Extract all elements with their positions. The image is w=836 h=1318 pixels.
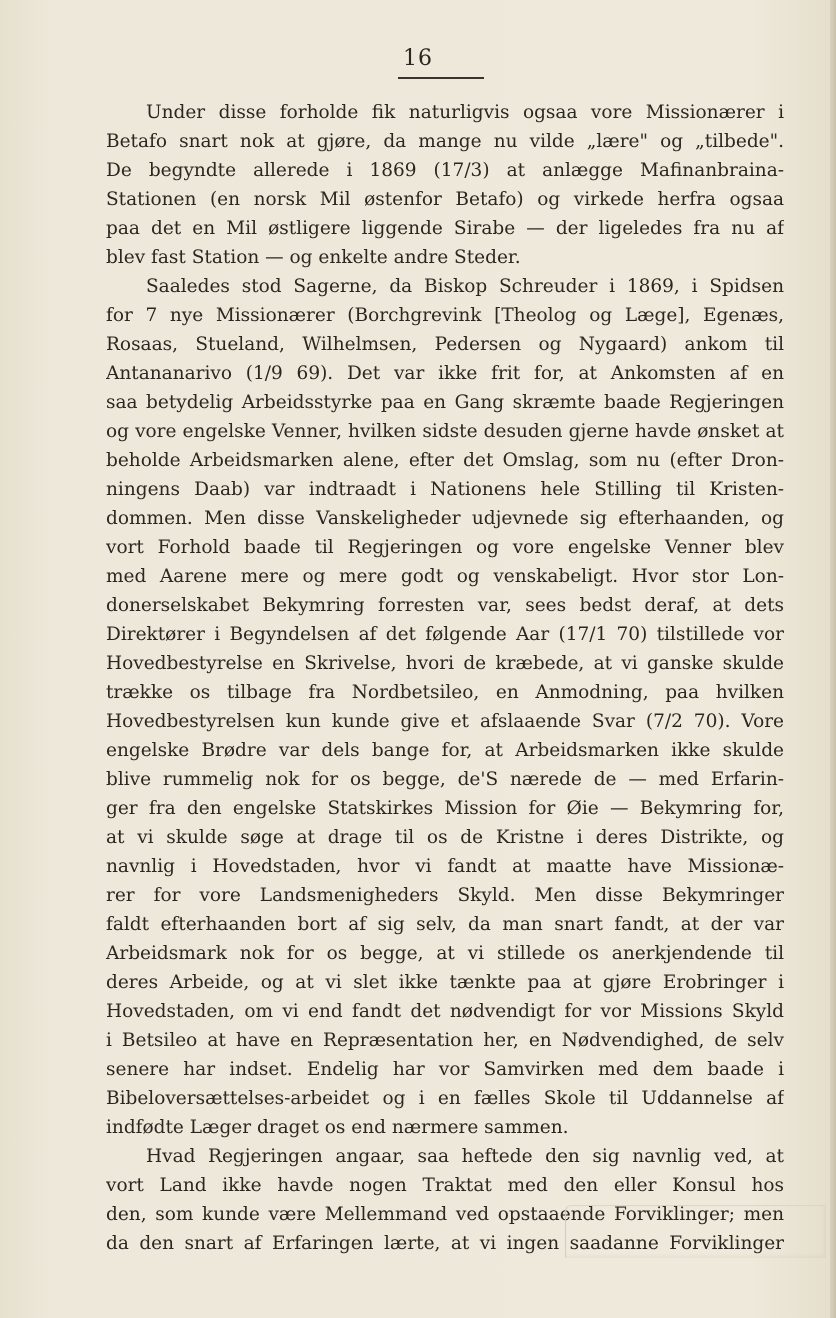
- text-line: rer for vore Landsmenigheders Skyld. Men disse Bekymringer: [106, 885, 784, 906]
- page-number: 16: [403, 46, 433, 71]
- text-line: Hvad Regjeringen angaar, saa heftede den sig navnlig ved, at: [146, 1146, 784, 1167]
- text-line: engelske Brødre var dels bange for, at Arbeidsmarken ikke skulde: [106, 740, 784, 761]
- page-edge: [830, 0, 836, 1318]
- text-line: vort Forhold baade til Regjeringen og vore engelske Venner blev: [106, 537, 784, 558]
- text-line: Saaledes stod Sagerne, da Biskop Schreuder i 1869, i Spidsen: [146, 276, 784, 297]
- text-line: Hovedstaden, om vi end fandt det nødvendigt for vor Missions Skyld: [106, 1001, 784, 1022]
- text-line: Bibeloversættelses-arbeidet og i en fælles Skole til Uddannelse af: [106, 1088, 784, 1109]
- text-line: at vi skulde søge at drage til os de Kristne i deres Distrikte, og: [106, 827, 784, 848]
- text-line: Hovedbestyrelse en Skrivelse, hvori de kræbede, at vi ganske skulde: [106, 653, 784, 674]
- text-line: Antananarivo (1/9 69). Det var ikke frit for, at Ankomsten af en: [106, 363, 784, 384]
- text-line: saa betydelig Arbeidsstyrke paa en Gang skræmte baade Regjeringen: [106, 392, 784, 413]
- text-line: senere har indset. Endelig har vor Samvirken med dem baade i: [106, 1059, 784, 1080]
- page-number-rule: [398, 77, 484, 79]
- text-line: ningens Daab) var indtraadt i Nationens hele Stilling til Kristen-: [106, 479, 784, 500]
- text-line: navnlig i Hovedstaden, hvor vi fandt at maatte have Missionæ-: [106, 856, 784, 877]
- text-line: vort Land ikke havde nogen Traktat med den eller Konsul hos: [106, 1175, 784, 1196]
- text-line: blive rummelig nok for os begge, de'S nærede de — med Erfarin-: [106, 769, 784, 790]
- text-line: i Betsileo at have en Repræsentation her, en Nødvendighed, de selv: [106, 1030, 784, 1051]
- text-line: deres Arbeide, og at vi slet ikke tænkte paa at gjøre Erobringer i: [106, 972, 784, 993]
- text-line: paa det en Mil østligere liggende Sirabe — der ligeledes fra nu af: [106, 218, 784, 239]
- text-line: med Aarene mere og mere godt og venskabeligt. Hvor stor Lon-: [106, 566, 784, 587]
- text-line: blev fast Station — og enkelte andre Steder.: [106, 247, 521, 268]
- text-line: Stationen (en norsk Mil østenfor Betafo) og virkede herfra ogsaa: [106, 189, 784, 210]
- text-line: donerselskabet Bekymring forresten var, sees bedst deraf, at dets: [106, 595, 784, 616]
- text-line: Arbeidsmark nok for os begge, at vi stillede os anerkjendende til: [106, 943, 784, 964]
- text-line: De begyndte allerede i 1869 (17/3) at anlægge Mafinanbraina-: [106, 160, 784, 181]
- text-line: Betafo snart nok at gjøre, da mange nu vilde „lære" og „tilbede".: [106, 131, 784, 152]
- text-line: Hovedbestyrelsen kun kunde give et afslaaende Svar (7/2 70). Vore: [106, 711, 784, 732]
- text-line: den, som kunde være Mellemmand ved opstaaende Forviklinger; men: [106, 1204, 784, 1225]
- paragraph-1: [106, 98, 784, 272]
- body-text: [106, 98, 784, 1258]
- text-line: for 7 nye Missionærer (Borchgrevink [Theolog og Læge], Egenæs,: [106, 305, 784, 326]
- text-line: trække os tilbage fra Nordbetsileo, en Anmodning, paa hvilken: [106, 682, 784, 703]
- paragraph-2: [106, 272, 784, 1142]
- paper-fold-mark: [565, 1205, 826, 1258]
- text-line: Under disse forholde fik naturligvis ogsaa vore Missionærer i: [146, 102, 784, 123]
- text-line: Direktører i Begyndelsen af det følgende Aar (17/1 70) tilstillede vor: [106, 624, 784, 645]
- text-line: og vore engelske Venner, hvilken sidste desuden gjerne havde ønsket at: [106, 421, 784, 442]
- text-line: ger fra den engelske Statskirkes Mission for Øie — Bekymring for,: [106, 798, 784, 819]
- text-line: dommen. Men disse Vanskeligheder udjevnede sig efterhaanden, og: [106, 508, 784, 529]
- text-line: indfødte Læger draget os end nærmere sammen.: [106, 1117, 569, 1138]
- text-line: Rosaas, Stueland, Wilhelmsen, Pedersen og Nygaard) ankom til: [106, 334, 784, 355]
- text-line: faldt efterhaanden bort af sig selv, da man snart fandt, at der var: [106, 914, 784, 935]
- text-line: beholde Arbeidsmarken alene, efter det Omslag, som nu (efter Dron-: [106, 450, 784, 471]
- text-line: da den snart af Erfaringen lærte, at vi ingen saadanne Forviklinger: [106, 1233, 784, 1254]
